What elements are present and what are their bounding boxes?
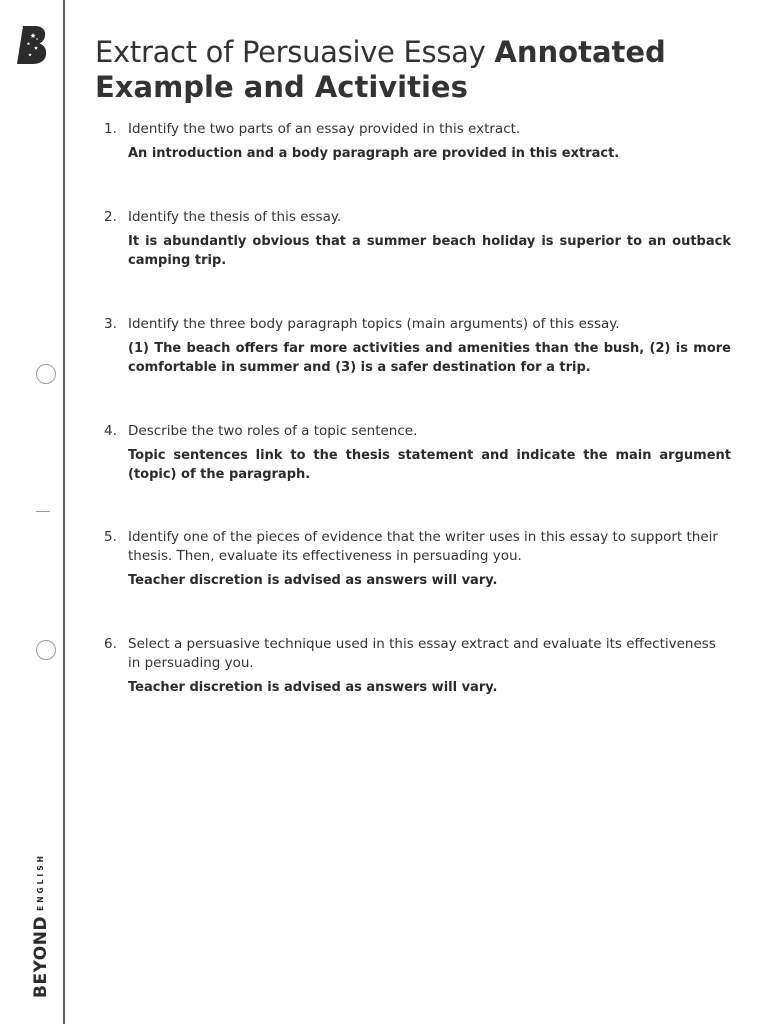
- question-text: Identify the thesis of this essay.: [128, 209, 342, 225]
- question-answer: Topic sentences link to the thesis statement and indicate the main argument (topic) of the paragraph.: [128, 448, 731, 482]
- question-number: 1.: [104, 121, 117, 137]
- question-item-6: [95, 635, 731, 698]
- question-item-4: [95, 422, 731, 484]
- question-answer: An introduction and a body paragraph are provided in this extract.: [128, 146, 620, 161]
- binder-hole-top: [36, 364, 56, 384]
- question-item-5: [95, 528, 731, 591]
- question-answer: (1) The beach offers far more activities and amenities than the bush, (2) is more comfortable in summer and (3) is a safer destination for a trip.: [128, 341, 731, 375]
- binder-hole-bottom: [36, 640, 56, 660]
- title-regular: Extract of Persuasive Essay: [95, 35, 495, 69]
- page-title: [95, 35, 735, 105]
- question-number: 3.: [104, 316, 117, 332]
- question-item-2: [95, 208, 731, 270]
- question-text: Identify the two parts of an essay provided in this extract.: [128, 121, 521, 137]
- question-number: 6.: [104, 636, 117, 652]
- title-bold: Annotated Example and Activities: [95, 35, 666, 104]
- question-text: Select a persuasive technique used in this essay extract and evaluate its effectiveness in persuading you.: [128, 636, 716, 671]
- question-answer: Teacher discretion is advised as answers will vary.: [128, 573, 498, 588]
- margin-rule: [63, 0, 65, 1024]
- question-answer: Teacher discretion is advised as answers will vary.: [128, 680, 498, 695]
- question-text: Describe the two roles of a topic sentence.: [128, 423, 418, 439]
- brand-sub: ENGLISH: [36, 853, 45, 911]
- beyond-logo-icon: [15, 24, 51, 66]
- fold-mark: [36, 511, 50, 512]
- question-text: Identify the three body paragraph topics (main arguments) of this essay.: [128, 316, 620, 332]
- question-answer: It is abundantly obvious that a summer beach holiday is superior to an outback camping trip.: [128, 234, 731, 268]
- question-item-1: [95, 120, 731, 164]
- question-number: 5.: [104, 529, 117, 545]
- question-item-3: [95, 315, 731, 377]
- question-text: Identify one of the pieces of evidence that the writer uses in this essay to support their thesis. Then, evaluate its effectiveness in persuading you.: [128, 529, 718, 564]
- brand-main: BEYOND: [31, 915, 51, 998]
- question-number: 4.: [104, 423, 117, 439]
- question-number: 2.: [104, 209, 117, 225]
- beyond-english-wordmark: [33, 853, 50, 998]
